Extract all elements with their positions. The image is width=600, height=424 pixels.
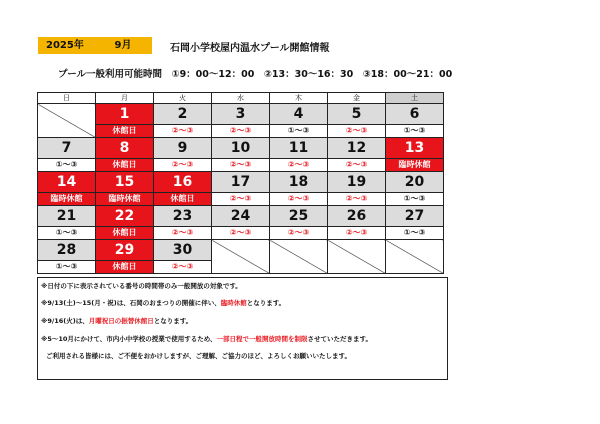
week-status-row — [38, 159, 444, 172]
week-day-row — [38, 206, 444, 227]
day-number: 8 — [96, 138, 154, 159]
weekday-header: 火 — [154, 93, 212, 104]
year-badge: 2025年 — [38, 37, 102, 54]
note-3-tail: となります。 — [153, 317, 193, 325]
open-session-status: ②～③ — [328, 125, 386, 138]
day-number: 15 — [96, 172, 154, 193]
calendar-table — [37, 92, 444, 274]
day-number: 3 — [212, 104, 270, 125]
day-number: 19 — [328, 172, 386, 193]
note-2-text: ※9/13(土)～15(月・祝)は、石岡のおまつりの開催に伴い、 — [41, 299, 221, 307]
note-5: ご利用される皆様には、ご不便をおかけしますが、ご理解、ご協力のほど、よろしくお願いいたします。 — [46, 352, 351, 360]
day-number: 14 — [38, 172, 96, 193]
day-number: 30 — [154, 240, 212, 261]
day-number: 21 — [38, 206, 96, 227]
open-session-status: ②～③ — [212, 159, 270, 172]
note-3-highlight: 月曜祝日の振替休館日 — [88, 317, 154, 325]
note-4 — [41, 334, 372, 343]
note-4-highlight: 一部日程で一般開放時間を制限 — [216, 335, 308, 343]
day-number: 27 — [386, 206, 444, 227]
open-session-status: ①～③ — [38, 159, 96, 172]
open-session-status: ②～③ — [328, 227, 386, 240]
open-session-status: ②～③ — [154, 125, 212, 138]
day-number: 16 — [154, 172, 212, 193]
day-number: 9 — [154, 138, 212, 159]
open-session-status: ②～③ — [270, 159, 328, 172]
day-number: 28 — [38, 240, 96, 261]
day-number: 25 — [270, 206, 328, 227]
day-number: 12 — [328, 138, 386, 159]
open-session-status: ②～③ — [212, 227, 270, 240]
closed-status: 臨時休館 — [96, 193, 154, 206]
weekday-header: 月 — [96, 93, 154, 104]
day-number: 4 — [270, 104, 328, 125]
day-number: 23 — [154, 206, 212, 227]
weekday-header: 水 — [212, 93, 270, 104]
day-number: 10 — [212, 138, 270, 159]
empty-day-cell — [212, 240, 270, 274]
note-2-highlight: 臨時休館 — [220, 299, 247, 307]
open-session-status: ②～③ — [154, 159, 212, 172]
day-number: 5 — [328, 104, 386, 125]
open-session-status: ①～③ — [386, 227, 444, 240]
open-session-status: ②～③ — [328, 159, 386, 172]
note-3 — [41, 316, 192, 325]
page-title: 石岡小学校屋内温水プール開館情報 — [170, 43, 330, 54]
note-4-text: ※5～10月にかけて、市内小中学校の授業で使用するため、 — [41, 335, 217, 343]
open-session-status: ②～③ — [212, 125, 270, 138]
pool-hours-text: プール一般利用可能時間 ①9：00～12：00 ②13：30～16：30 ③18：00～21：00 — [58, 69, 453, 80]
open-session-status: ①～③ — [38, 227, 96, 240]
day-number: 6 — [386, 104, 444, 125]
week-day-row — [38, 172, 444, 193]
closed-status: 休館日 — [96, 159, 154, 172]
day-number: 13 — [386, 138, 444, 159]
note-1: ※日付の下に表示されている番号の時間帯のみ一般開放の対象です。 — [41, 282, 242, 290]
day-number: 18 — [270, 172, 328, 193]
open-session-status: ①～③ — [38, 261, 96, 274]
weekday-header: 金 — [328, 93, 386, 104]
empty-day-cell — [386, 240, 444, 274]
empty-day-cell — [38, 104, 96, 138]
weekday-header: 日 — [38, 93, 96, 104]
weekday-header: 土 — [386, 93, 444, 104]
closed-status: 臨時休館 — [386, 159, 444, 172]
weekday-header: 木 — [270, 93, 328, 104]
day-number: 2 — [154, 104, 212, 125]
week-status-row — [38, 193, 444, 206]
week-day-row — [38, 104, 444, 125]
open-session-status: ①～③ — [386, 125, 444, 138]
closed-status: 休館日 — [96, 227, 154, 240]
empty-day-cell — [270, 240, 328, 274]
note-2-tail: となります。 — [246, 299, 286, 307]
open-session-status: ②～③ — [154, 261, 212, 274]
note-4-tail: させていただきます。 — [307, 335, 372, 343]
day-number: 26 — [328, 206, 386, 227]
day-number: 1 — [96, 104, 154, 125]
weekday-header-row — [38, 93, 444, 104]
notes-box — [37, 277, 448, 380]
day-number: 29 — [96, 240, 154, 261]
note-2 — [41, 298, 285, 307]
open-session-status: ②～③ — [154, 227, 212, 240]
day-number: 20 — [386, 172, 444, 193]
week-day-row — [38, 240, 444, 261]
week-status-row — [38, 125, 444, 138]
open-session-status: ②～③ — [270, 227, 328, 240]
open-session-status: ①～③ — [386, 193, 444, 206]
empty-day-cell — [328, 240, 386, 274]
day-number: 24 — [212, 206, 270, 227]
closed-status: 休館日 — [154, 193, 212, 206]
week-status-row — [38, 227, 444, 240]
open-session-status: ②～③ — [270, 193, 328, 206]
open-session-status: ②～③ — [212, 193, 270, 206]
week-day-row — [38, 138, 444, 159]
month-badge: 9月 — [94, 37, 152, 54]
open-session-status: ①～③ — [270, 125, 328, 138]
day-number: 22 — [96, 206, 154, 227]
day-number: 17 — [212, 172, 270, 193]
closed-status: 臨時休館 — [38, 193, 96, 206]
day-number: 7 — [38, 138, 96, 159]
closed-status: 休館日 — [96, 261, 154, 274]
note-3-text: ※9/16(火)は、 — [41, 317, 89, 325]
day-number: 11 — [270, 138, 328, 159]
open-session-status: ②～③ — [328, 193, 386, 206]
closed-status: 休館日 — [96, 125, 154, 138]
